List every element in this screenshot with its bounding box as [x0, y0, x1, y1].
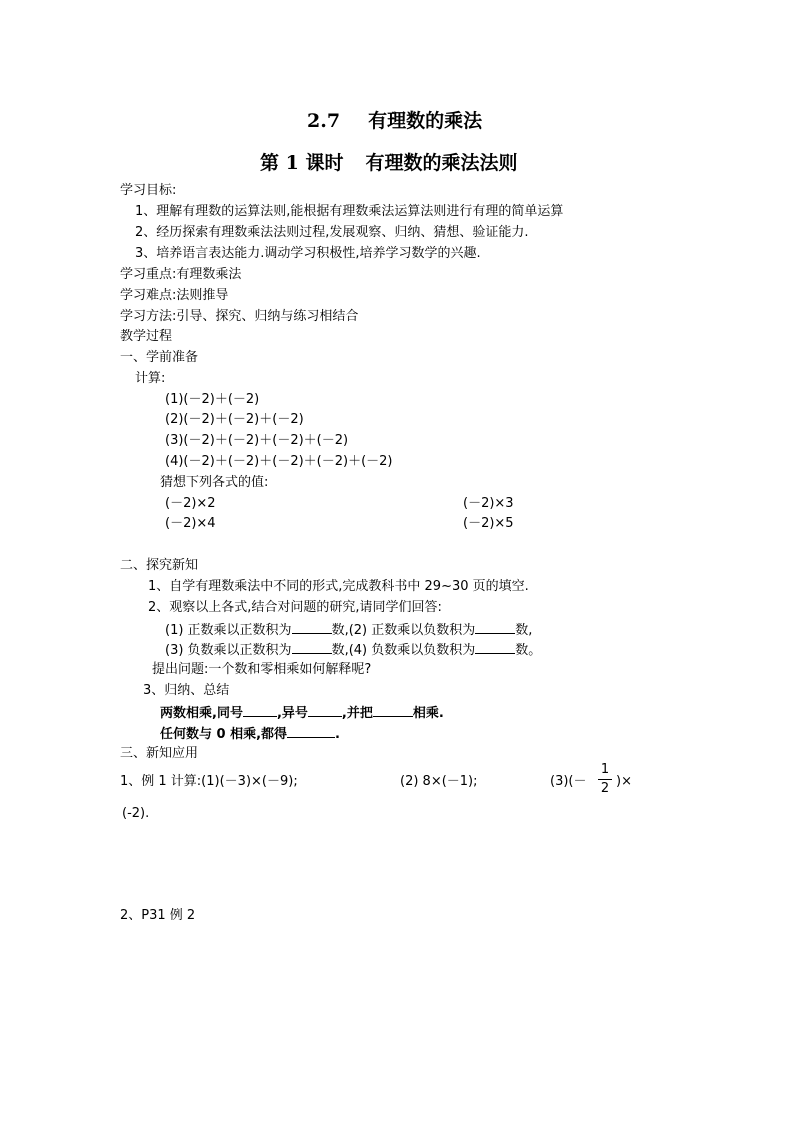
answer-blank[interactable]: [243, 704, 277, 717]
answer-blank[interactable]: [292, 621, 332, 634]
answer-blank[interactable]: [475, 621, 515, 634]
calc-label: 计算:: [135, 371, 166, 386]
section3-heading: 三、新知应用: [120, 746, 199, 761]
answer-blank[interactable]: [287, 725, 335, 738]
q1-text-c: 数,: [515, 623, 533, 638]
example1-part2: (2) 8×(－1);: [400, 774, 478, 789]
lesson-number: 第 1 课时: [260, 152, 344, 174]
answer-blank[interactable]: [475, 641, 515, 654]
goal-item-1: 1、理解有理数的运算法则,能根据有理数乘法运算法则进行有理的简单运算: [135, 204, 564, 219]
study-method: 学习方法:引导、探究、归纳与练习相结合: [120, 309, 359, 324]
answer-blank[interactable]: [373, 704, 413, 717]
question-line-2: [165, 641, 541, 659]
study-focus: 学习重点:有理数乘法: [120, 267, 242, 282]
section1-heading: 一、学前准备: [120, 350, 199, 365]
answer-blank[interactable]: [308, 704, 342, 717]
fraction-one-half: [598, 762, 612, 797]
question-line-1: [165, 621, 532, 639]
rule-line-2: [160, 725, 340, 743]
study-difficulty: 学习难点:法则推导: [120, 288, 229, 303]
guess-item-2: (－2)×3: [463, 496, 514, 511]
lesson-title: [260, 148, 517, 175]
answer-blank[interactable]: [292, 641, 332, 654]
example1-part3-prefix: (3)(－: [550, 774, 587, 789]
q2-text-b: 数,(4) 负数乘以负数积为: [331, 643, 476, 658]
rule-line-1: [160, 704, 444, 722]
zero-question: 提出问题:一个数和零相乘如何解释呢?: [152, 662, 372, 677]
calc-expr-4: (4)(－2)＋(－2)＋(－2)＋(－2)＋(－2): [165, 454, 393, 469]
rule1-text-b: ,异号: [276, 706, 308, 721]
q1-text-b: 数,(2) 正数乘以负数积为: [331, 623, 476, 638]
example2: 2、P31 例 2: [120, 908, 196, 923]
rule1-text-a: 两数相乘,同号: [160, 706, 243, 721]
fraction-bar: [598, 779, 612, 780]
section2-heading: 二、探究新知: [120, 558, 199, 573]
guess-label: 猜想下列各式的值:: [160, 475, 269, 490]
calc-expr-2: (2)(－2)＋(－2)＋(－2): [165, 412, 304, 427]
summary-heading: 3、归纳、总结: [143, 683, 230, 698]
rule2-text-a: 任何数与 0 相乘,都得: [160, 727, 288, 742]
page-title: [307, 106, 482, 133]
section-title: 有理数的乘法: [368, 110, 483, 132]
guess-item-3: (－2)×4: [165, 516, 216, 531]
guess-item-1: (－2)×2: [165, 496, 216, 511]
explore-item-1: 1、自学有理数乘法中不同的形式,完成教科书中 29~30 页的填空.: [148, 579, 529, 594]
teaching-process: 教学过程: [120, 329, 173, 344]
q2-text-a: (3) 负数乘以正数积为: [165, 643, 292, 658]
goal-item-2: 2、经历探索有理数乘法法则过程,发展观察、归纳、猜想、验证能力.: [135, 225, 529, 240]
rule1-text-c: ,并把: [341, 706, 373, 721]
example1-part1: 1、例 1 计算:(1)(－3)×(－9);: [120, 774, 298, 789]
fraction-denominator: 2: [600, 781, 610, 796]
goal-item-3: 3、培养语言表达能力.调动学习积极性,培养学习数学的兴趣.: [135, 246, 481, 261]
calc-expr-1: (1)(－2)＋(－2): [165, 392, 260, 407]
goals-heading: 学习目标:: [120, 183, 177, 198]
section-number: 2.7: [307, 110, 341, 132]
example1-continuation: (-2).: [122, 806, 150, 821]
q1-text-a: (1) 正数乘以正数积为: [165, 623, 292, 638]
calc-expr-3: (3)(－2)＋(－2)＋(－2)＋(－2): [165, 433, 349, 448]
q2-text-c: 数。: [515, 643, 542, 658]
fraction-numerator: 1: [600, 762, 610, 777]
rule2-text-b: .: [335, 727, 340, 742]
guess-item-4: (－2)×5: [463, 516, 514, 531]
rule1-text-d: 相乘.: [412, 706, 444, 721]
lesson-name: 有理数的乘法法则: [365, 152, 518, 174]
explore-item-2: 2、观察以上各式,结合对问题的研究,请同学们回答:: [148, 600, 442, 615]
example1-part3-suffix: )×: [616, 774, 632, 789]
